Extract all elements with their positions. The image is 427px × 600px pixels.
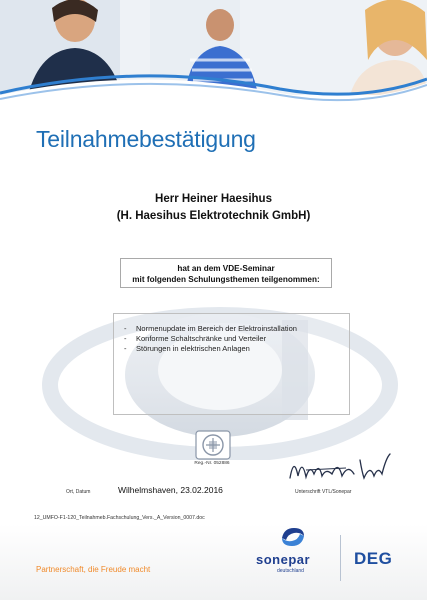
list-item <box>124 344 297 354</box>
deg-logo: DEG <box>354 549 393 568</box>
list-bullet: - <box>124 344 127 353</box>
topics-box <box>113 313 350 415</box>
place-date: Wilhelmshaven, 23.02.2016 <box>118 485 223 495</box>
registration-number: Reg.-Nr. 052886 <box>194 461 230 466</box>
list-item <box>124 334 297 344</box>
recipient-company: (H. Haesihus Elektrotechnik GmbH) <box>116 210 311 222</box>
handwritten-signature <box>286 450 396 486</box>
sonepar-subtitle: deutschland <box>277 568 304 574</box>
seminar-intro-line2: mit folgenden Schulungsthemen teilgenommen: <box>132 275 320 284</box>
sonepar-wordmark: sonepar <box>256 552 311 567</box>
list-item <box>124 324 297 334</box>
recipient-block <box>0 191 427 225</box>
seminar-intro-line1: hat an dem VDE-Seminar <box>177 264 275 273</box>
topic-text: Konforme Schaltschränke und Verteiler <box>136 334 267 343</box>
header-swoosh <box>0 55 427 125</box>
list-bullet: - <box>124 324 127 333</box>
topic-text: Normenupdate im Bereich der Elektroinstallation <box>136 324 297 333</box>
place-date-label: Ort, Datum <box>66 489 91 495</box>
footer-divider <box>340 535 341 581</box>
list-bullet: - <box>124 334 127 343</box>
recipient-name: Herr Heiner Haesihus <box>155 193 272 205</box>
topic-text: Störungen in elektrischen Anlagen <box>136 344 250 353</box>
seminar-intro-box <box>120 258 332 288</box>
certification-seal-icon <box>195 428 231 462</box>
topics-list <box>124 324 297 354</box>
signature-label: Unterschrift VTL/Sonepar <box>295 489 352 495</box>
document-id: 12_UMFO-F1-120_Teilnahmeb.Fachschulung_Vers._A_Version_0007.doc <box>34 515 205 521</box>
sonepar-logo-icon <box>278 524 308 550</box>
footer-slogan: Partnerschaft, die Freude macht <box>36 565 151 574</box>
page-title: Teilnahmebestätigung <box>36 126 256 152</box>
